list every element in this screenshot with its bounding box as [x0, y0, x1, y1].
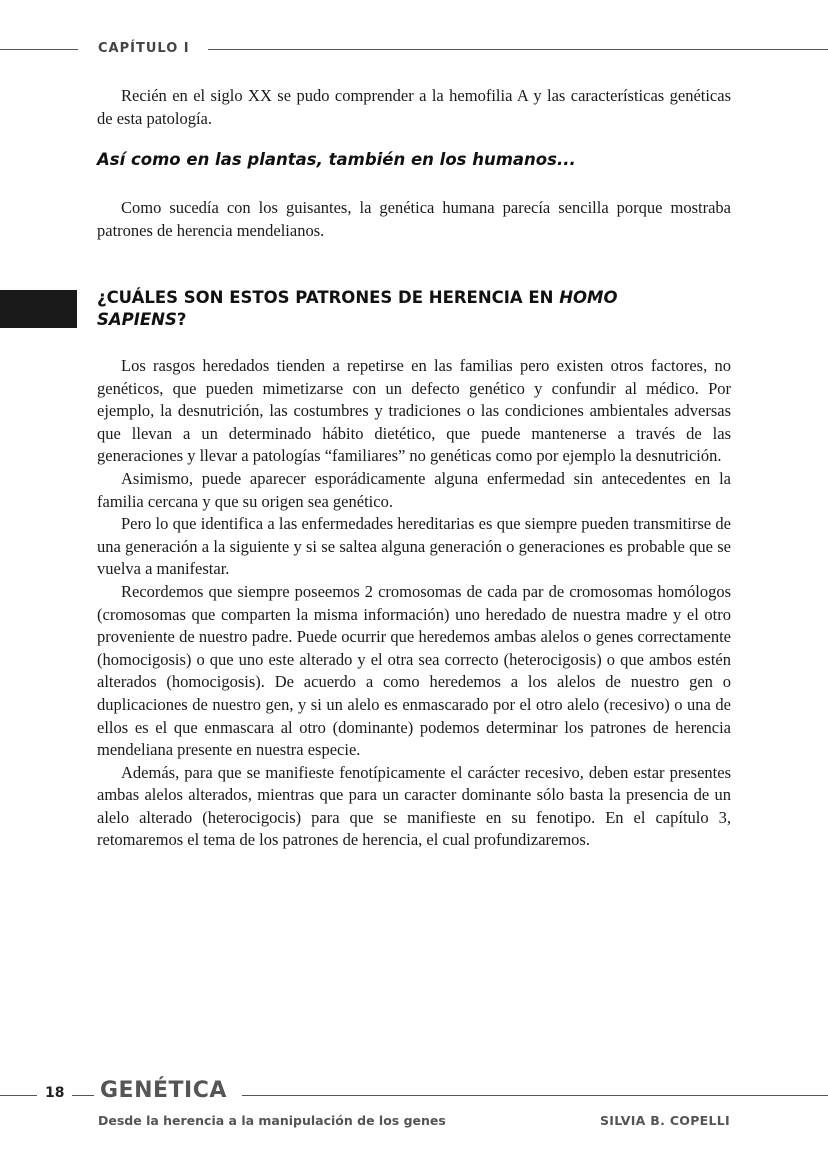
footer-rule-right	[242, 1095, 828, 1096]
body-paragraph: Además, para que se manifieste fenotípicamente el carácter recesivo, deben estar presentes ambas alelos alterados, mientras que para un caracter dominante sólo basta la presencia de un alelo alterado (heterocigocis) para que se manifieste en su fenotipo. En el capítulo 3, retomaremos el tema de los patrones de herencia, el cual profundizaremos.	[97, 762, 731, 850]
header-rule-right	[208, 49, 828, 50]
section-title-suffix: ?	[176, 310, 187, 329]
body-paragraph: Los rasgos heredados tienden a repetirse en las familias pero existen otros factores, no genéticos, que pueden mimetizarse con un defecto genético y confundir al médico. Por ejemplo, la desnutrición, las costumbres y tradiciones o las condiciones ambientales adversas que llevan a un determinado hábito dietético, que puede mantenerse a través de las generaciones y llevar a patologías “familiares” no genéticas como por ejemplo la desnutrición.	[97, 356, 731, 466]
body-paragraph: Pero lo que identifica a las enfermedades hereditarias es que siempre pueden transmitirse de una generación a la siguiente y si se saltea alguna generación o generaciones es probable que se vuelva a manifestar.	[97, 514, 731, 579]
section-title	[97, 287, 677, 331]
subheading: Así como en las plantas, también en los humanos...	[97, 150, 576, 169]
section-marker-block	[0, 290, 77, 328]
header-rule-left	[0, 49, 78, 50]
book-title: GENÉTICA	[100, 1078, 227, 1103]
page-number: 18	[45, 1085, 65, 1101]
author-name: SILVIA B. COPELLI	[599, 1113, 730, 1128]
section-title-prefix: ¿CUÁLES SON ESTOS PATRONES DE HERENCIA EN	[97, 288, 560, 307]
guisantes-text: Como sucedía con los guisantes, la genética humana parecía sencilla porque mostraba patrones de herencia mendelianos.	[97, 198, 731, 240]
chapter-label: CAPÍTULO I	[98, 41, 190, 56]
section-title-italic: HOMO SAPIENS	[97, 288, 618, 329]
section-body	[97, 355, 731, 852]
footer-rule-mid	[72, 1095, 94, 1096]
book-subtitle: Desde la herencia a la manipulación de los genes	[98, 1113, 446, 1128]
guisantes-paragraph	[97, 197, 731, 242]
body-paragraph: Asimismo, puede aparecer esporádicamente alguna enfermedad sin antecedentes en la familia cercana y que su origen sea genético.	[97, 468, 731, 511]
footer-rule-left	[0, 1095, 37, 1096]
intro-paragraph	[97, 85, 731, 130]
body-paragraph: Recordemos que siempre poseemos 2 cromosomas de cada par de cromosomas homólogos (cromosomas que comparten la misma información) uno heredado de nuestra madre y el otro proveniente de nuestro padre. Puede ocurrir que heredemos ambas alelos o genes correctamente (homocigosis) o que uno este alterado y el otra sea correcto (heterocigosis) o que ambos estén alterados (homocigosis). De acuerdo a como heredemos a los alelos de nuestro gen o duplicaciones de nuestro gen, y si un alelo es enmascarado por el otro alelo (recesivo) o una de ellos es el que enmascara al otro (dominante) podemos determinar los patrones de herencia mendeliana presente en nuestra especie.	[97, 581, 731, 760]
intro-text: Recién en el siglo XX se pudo comprender a la hemofilia A y las características genéticas de esta patología.	[97, 86, 731, 128]
